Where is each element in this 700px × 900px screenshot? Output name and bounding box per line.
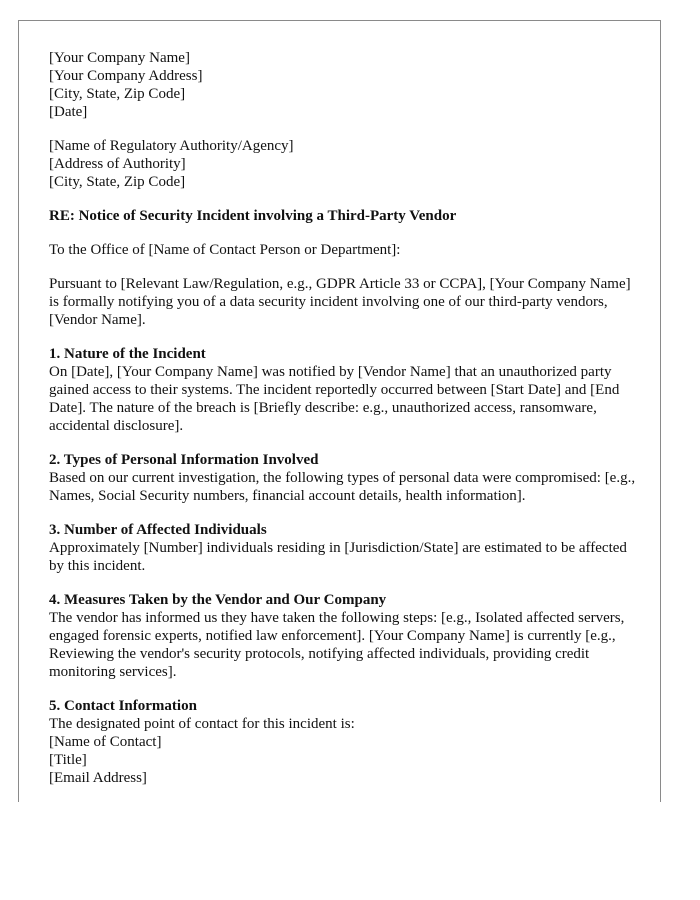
section-body: Approximately [Number] individuals residing in [Jurisdiction/State] are estimated to be affected by this incident. bbox=[49, 540, 627, 574]
section-measures bbox=[49, 591, 639, 681]
section-body: On [Date], [Your Company Name] was notified by [Vendor Name] that an unauthorized party gained access to their systems. The incident reportedly occurred between [Start Date] and [End Date]. The nature of the breach is [Briefly describe: e.g., unauthorized access, ransomware, accidental disclosure]. bbox=[49, 364, 620, 434]
section-body: Based on our current investigation, the following types of personal data were compromised: [e.g., Names, Social Security numbers, financial account details, health information]. bbox=[49, 470, 636, 504]
recipient-authority-address: [Address of Authority] bbox=[49, 156, 186, 172]
recipient-city-state-zip: [City, State, Zip Code] bbox=[49, 174, 186, 190]
sender-city-state-zip: [City, State, Zip Code] bbox=[49, 86, 186, 102]
section-contact bbox=[49, 697, 639, 787]
letter-content bbox=[49, 49, 639, 802]
section-affected bbox=[49, 521, 639, 575]
sender-block bbox=[49, 49, 639, 121]
section-title: 1. Nature of the Incident bbox=[49, 346, 206, 362]
contact-name: [Name of Contact] bbox=[49, 734, 162, 750]
salutation: To the Office of [Name of Contact Person or Department]: bbox=[49, 242, 401, 258]
section-body: The vendor has informed us they have taken the following steps: [e.g., Isolated affected servers, engaged forensic experts, notified law enforcement]. [Your Company Name] is currently [e.g., Reviewing the vendor's security protocols, notifying affected individuals, providing credit monitoring services]. bbox=[49, 610, 625, 680]
section-nature bbox=[49, 345, 639, 435]
recipient-authority-name: [Name of Regulatory Authority/Agency] bbox=[49, 138, 294, 154]
subject-line: RE: Notice of Security Incident involving a Third-Party Vendor bbox=[49, 208, 457, 224]
section-body: The designated point of contact for this incident is: bbox=[49, 716, 355, 732]
letter-date: [Date] bbox=[49, 104, 88, 120]
contact-title: [Title] bbox=[49, 752, 87, 768]
section-types bbox=[49, 451, 639, 505]
section-title: 5. Contact Information bbox=[49, 698, 197, 714]
sender-company-name: [Your Company Name] bbox=[49, 50, 190, 66]
section-title: 3. Number of Affected Individuals bbox=[49, 522, 267, 538]
sender-company-address: [Your Company Address] bbox=[49, 68, 203, 84]
contact-email: [Email Address] bbox=[49, 770, 147, 786]
section-title: 4. Measures Taken by the Vendor and Our Company bbox=[49, 592, 387, 608]
intro-paragraph: Pursuant to [Relevant Law/Regulation, e.g., GDPR Article 33 or CCPA], [Your Company Name] is formally notifying you of a data security incident involving one of our third-party vendors, [Vendor Name]. bbox=[49, 276, 631, 328]
section-title: 2. Types of Personal Information Involved bbox=[49, 452, 319, 468]
letter-page bbox=[18, 20, 661, 802]
recipient-block bbox=[49, 137, 639, 191]
